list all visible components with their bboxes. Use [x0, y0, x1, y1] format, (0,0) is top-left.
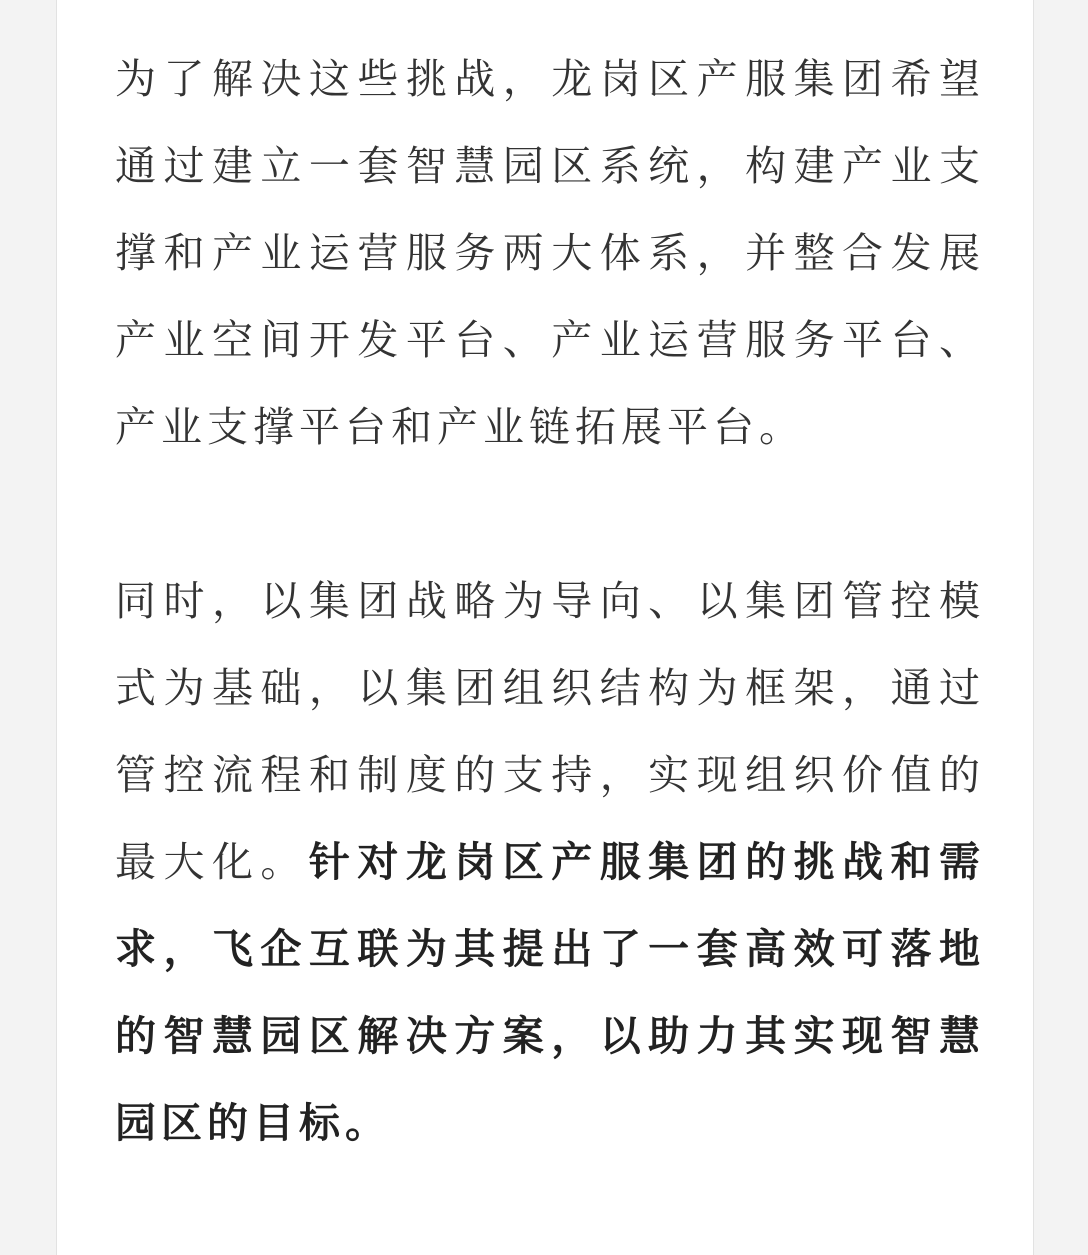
article-body — [115, 36, 985, 1167]
paragraph-strategy — [115, 558, 985, 1167]
paragraph-solution-highlight: 针对龙岗区产服集团的挑战和需求，飞企互联为其提出了一套高效可落地的智慧园区解决方案，以助力其实现智慧园区的目标。 — [115, 838, 986, 1147]
paragraph-strategy-text: 同时，以集团战略为导向、以集团管控模式为基础，以集团组织结构为框架，通过管控流程和制度的支持，实现组织价值的最大化。 — [115, 577, 985, 886]
article-page — [56, 0, 1034, 1255]
paragraph-challenges — [115, 36, 985, 471]
paragraph-challenges-text: 为了解决这些挑战，龙岗区产服集团希望通过建立一套智慧园区系统，构建产业支撑和产业运营服务两大体系，并整合发展产业空间开发平台、产业运营服务平台、产业支撑平台和产业链拓展平台。 — [115, 55, 985, 451]
